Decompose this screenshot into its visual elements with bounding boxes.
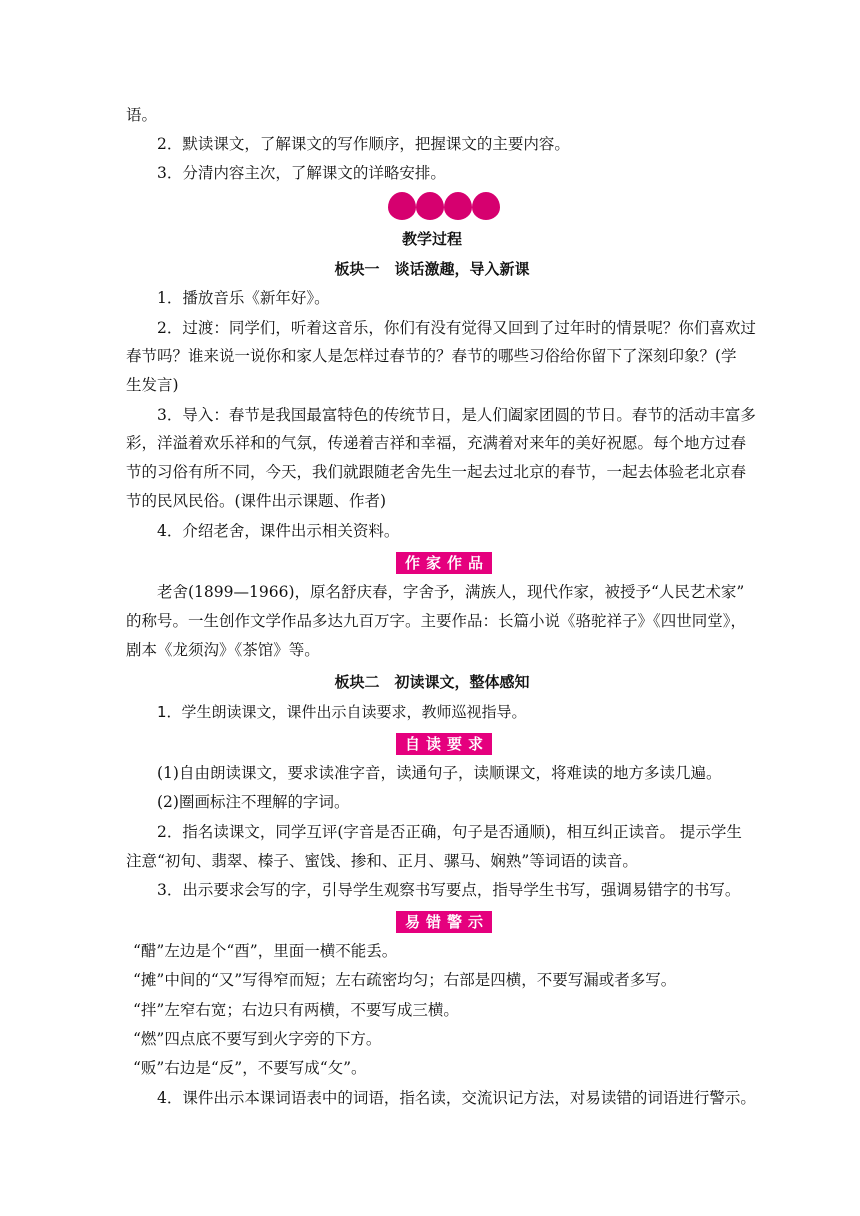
warning-item: “贩”右边是“反”，不要写成“攵”。: [133, 1059, 367, 1077]
author-intro: 的称号。一生创作文学作品多达九百万字。主要作品：长篇小说《骆驼祥子》《四世同堂》，: [126, 612, 747, 630]
block1-p4: 4．介绍老舍，课件出示相关资料。: [157, 522, 400, 540]
self-reading-badge: 自读要求: [396, 733, 492, 755]
section-title: 教学过程: [401, 230, 462, 248]
block1-p2: 春节吗？谁来说一说你和家人是怎样过春节的？春节的哪些习俗给你留下了深刻印象？(学: [126, 347, 737, 365]
objective-3: 3．分清内容主次，了解课文的详略安排。: [157, 164, 446, 182]
reading-requirement: (1)自由朗读课文，要求读准字音，读通句子，读顺课文，将难读的地方多读几遍。: [157, 764, 722, 782]
block1-p2: 2．过渡：同学们，听着这音乐，你们有没有觉得又回到了过年时的情景呢？你们喜欢过: [157, 319, 756, 337]
block2-p2: 2．指名读课文，同学互评(字音是否正确，句子是否通顺)，相互纠正读音。 提示学生: [157, 823, 742, 841]
warning-item: “拌”左窄右宽；右边只有两横，不要写成三横。: [133, 1001, 459, 1019]
block2-p1: 1．学生朗读课文，课件出示自读要求，教师巡视指导。: [157, 703, 527, 721]
author-intro: 老舍(1899—1966)，原名舒庆春，字舍予，满族人，现代作家，被授予“人民艺术家”: [157, 583, 745, 601]
block1-p1: 1．播放音乐《新年好》。: [157, 289, 330, 307]
error-warning-badge: 易错警示: [396, 911, 492, 933]
block1-p3: 彩，洋溢着欢乐祥和的气氛，传递着吉祥和幸福，充满着对来年的美好祝愿。每个地方过春: [126, 434, 747, 452]
block1-p3: 3．导入：春节是我国最富特色的传统节日，是人们阖家团圆的节日。春节的活动丰富多: [157, 406, 756, 424]
text-line: 语。: [126, 106, 158, 124]
block2-p3: 3．出示要求会写的字，引导学生观察书写要点，指导学生书写，强调易错字的书写。: [157, 881, 741, 899]
flower-decoration-icon: [388, 192, 500, 220]
block1-p3: 节的习俗有所不同，今天，我们就跟随老舍先生一起去过北京的春节，一起去体验老北京春: [126, 463, 747, 481]
warning-item: “醋”左边是个“酉”，里面一横不能丢。: [133, 942, 398, 960]
block1-p3: 节的民风民俗。(课件出示课题、作者): [126, 492, 387, 510]
block1-title: 板块一 谈话激趣，导入新课: [334, 260, 530, 278]
author-works-badge: 作家作品: [396, 552, 492, 574]
block2-title: 板块二 初读课文，整体感知: [334, 673, 530, 691]
objective-2: 2．默读课文，了解课文的写作顺序，把握课文的主要内容。: [157, 135, 570, 153]
block1-p2: 生发言): [126, 376, 179, 394]
block2-p4: 4．课件出示本课词语表中的词语，指名读，交流识记方法，对易读错的词语进行警示。: [157, 1089, 756, 1107]
block2-p2: 注意“初旬、翡翠、榛子、蜜饯、掺和、正月、骡马、娴熟”等词语的读音。: [126, 852, 638, 870]
author-intro: 剧本《龙须沟》《茶馆》等。: [126, 641, 320, 659]
reading-requirement: (2)圈画标注不理解的字词。: [157, 793, 350, 811]
warning-item: “摊”中间的“又”写得窄而短；左右疏密均匀；右部是四横，不要写漏或者多写。: [133, 971, 677, 989]
warning-item: “燃”四点底不要写到火字旁的下方。: [133, 1030, 382, 1048]
